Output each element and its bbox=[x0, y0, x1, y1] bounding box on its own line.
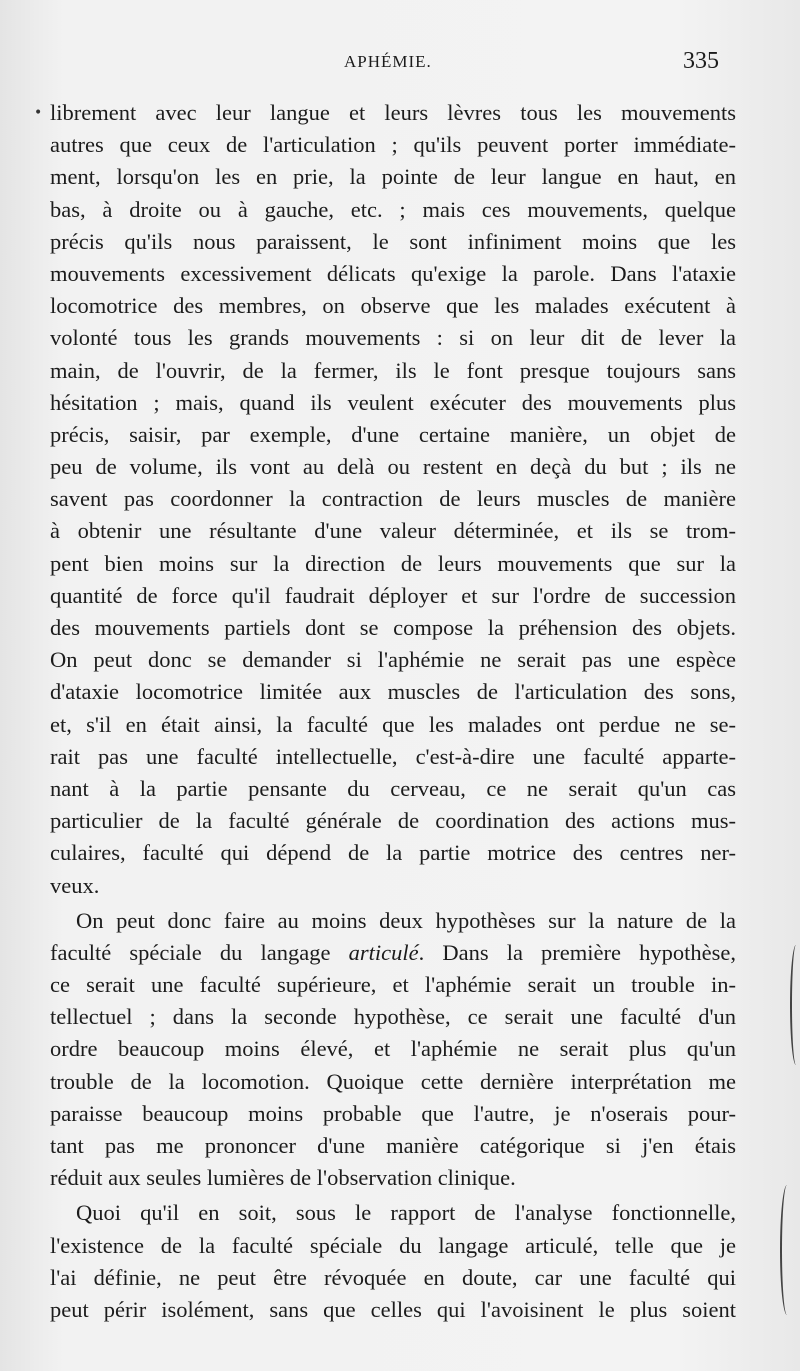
text-line: ment, lorsqu'on les en prie, la pointe de leur langue en haut, en bbox=[50, 164, 736, 190]
text-line: quantité de force qu'il faudrait déployer et sur l'ordre de succession bbox=[50, 582, 736, 608]
text-line: peu de volume, ils vont au delà ou restent en deçà du but ; ils ne bbox=[50, 454, 736, 480]
text-line: rait pas une faculté intellectuelle, c'est-à-dire une faculté apparte- bbox=[50, 743, 736, 769]
text-line: veux. bbox=[50, 872, 100, 898]
text-line: d'ataxie locomotrice limitée aux muscles de l'articulation des sons, bbox=[50, 679, 736, 705]
text-line: volonté tous les grands mouvements : si on leur dit de lever la bbox=[50, 325, 736, 351]
text-line: l'existence de la faculté spéciale du langage articulé, telle que je bbox=[50, 1232, 736, 1258]
text-line: main, de l'ouvrir, de la fermer, ils le font presque toujours sans bbox=[50, 357, 736, 383]
text-line: des mouvements partiels dont se compose la préhension des objets. bbox=[50, 615, 736, 640]
text-line: trouble de la locomotion. Quoique cette dernière interprétation me bbox=[50, 1068, 736, 1094]
text-line: précis qu'ils nous paraissent, le sont infiniment moins que les bbox=[50, 228, 736, 254]
paragraph-first-line: Quoi qu'il en soit, sous le rapport de l'analyse fonctionnelle, bbox=[76, 1200, 736, 1226]
text-line: nant à la partie pensante du cerveau, ce ne serait qu'un cas bbox=[50, 775, 736, 801]
text-line: à obtenir une résultante d'une valeur déterminée, et ils se trom- bbox=[50, 518, 736, 544]
margin-bracket bbox=[790, 945, 800, 1065]
running-head bbox=[0, 48, 800, 82]
text-line: paraisse beaucoup moins probable que l'autre, je n'oserais pour- bbox=[50, 1100, 736, 1126]
text-line: pent bien moins sur la direction de leurs mouvements que sur la bbox=[50, 550, 736, 576]
text-line: l'ai définie, ne peut être révoquée en doute, car une faculté qui bbox=[50, 1264, 736, 1290]
text-line: peut périr isolément, sans que celles qui l'avoisinent le plus soient bbox=[50, 1296, 736, 1322]
text-line: faculté spéciale du langage articulé. Dans la première hypothèse, bbox=[50, 939, 736, 965]
text-line: librement avec leur langue et leurs lèvres tous les mouvements bbox=[50, 100, 736, 125]
text-line: tellectuel ; dans la seconde hypothèse, ce serait une faculté d'un bbox=[50, 1004, 736, 1030]
paragraph-first-line: On peut donc faire au moins deux hypothèses sur la nature de la bbox=[76, 907, 736, 933]
text-line: particulier de la faculté générale de coordination des actions mus- bbox=[50, 808, 736, 834]
margin-bracket bbox=[780, 1185, 794, 1315]
text-line: et, s'il en était ainsi, la faculté que les malades ont perdue ne se- bbox=[50, 711, 736, 737]
body-text bbox=[50, 97, 736, 1326]
text-line: hésitation ; mais, quand ils veulent exécuter des mouvements plus bbox=[50, 389, 736, 415]
text-line: On peut donc se demander si l'aphémie ne serait pas une espèce bbox=[50, 647, 736, 673]
text-line: tant pas me prononcer d'une manière catégorique si j'en étais bbox=[50, 1133, 736, 1158]
text-line: mouvements excessivement délicats qu'exige la parole. Dans l'ataxie bbox=[50, 260, 736, 286]
text-line: autres que ceux de l'articulation ; qu'ils peuvent porter immédiate- bbox=[50, 132, 736, 158]
text-line: précis, saisir, par exemple, d'une certaine manière, un objet de bbox=[50, 421, 736, 447]
text-line: bas, à droite ou à gauche, etc. ; mais ces mouvements, quelque bbox=[50, 196, 736, 222]
text-line: locomotrice des membres, on observe que les malades exécutent à bbox=[50, 293, 736, 319]
text-line: culaires, faculté qui dépend de la partie motrice des centres ner- bbox=[50, 840, 736, 866]
text-line: savent pas coordonner la contraction de leurs muscles de manière bbox=[50, 486, 736, 512]
text-line: ce serait une faculté supérieure, et l'aphémie serait un trouble in- bbox=[50, 972, 736, 998]
page-number: 335 bbox=[683, 48, 719, 74]
text-line: ordre beaucoup moins élevé, et l'aphémie ne serait plus qu'un bbox=[50, 1036, 736, 1062]
text-line: réduit aux seules lumières de l'observation clinique. bbox=[50, 1165, 516, 1191]
running-title: APHÉMIE. bbox=[344, 52, 432, 71]
margin-mark: • bbox=[34, 105, 43, 121]
